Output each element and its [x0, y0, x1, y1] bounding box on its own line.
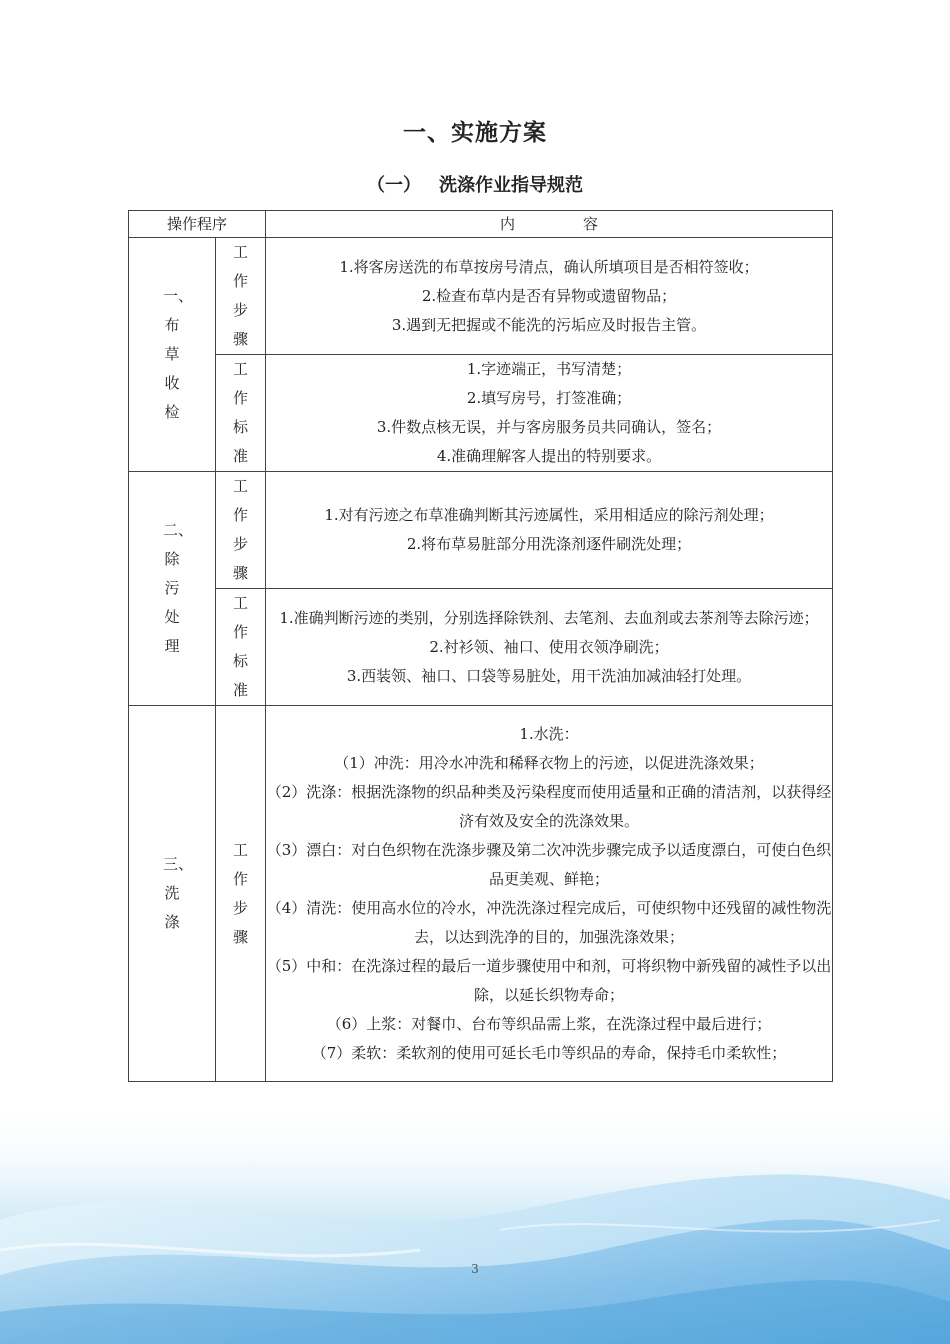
- kind-cell: 工作步骤: [216, 706, 266, 1082]
- procedure-cell: [129, 706, 216, 1082]
- decorative-wave-background: [0, 1100, 950, 1344]
- section-label: 洗涤作业指导规范: [439, 175, 583, 196]
- procedure-label: 一、布草收检: [163, 287, 194, 421]
- kind-cell: 工作标准: [216, 589, 266, 706]
- kind-cell: 工作步骤: [216, 472, 266, 589]
- procedure-label: 二、除污处理: [163, 521, 194, 655]
- table-row: [129, 238, 833, 355]
- table-row: [129, 589, 833, 706]
- wave-graphic: [0, 1100, 950, 1344]
- kind-cell: 工作步骤: [216, 238, 266, 355]
- content-cell: 1.准确判断污迹的类别，分别选择除铁剂、去笔剂、去血剂或去茶剂等去除污迹； 2.衬衫领、袖口、使用衣领净刷洗； 3.西装领、袖口、口袋等易脏处，用干洗油加减油轻打处理。: [266, 589, 833, 706]
- kind-cell: 工作标准: [216, 355, 266, 472]
- procedure-cell: [129, 472, 216, 706]
- table-row: [129, 355, 833, 472]
- procedure-label: 三、洗涤: [163, 855, 194, 931]
- table-row: [129, 706, 833, 1082]
- table-row: [129, 472, 833, 589]
- content-cell: 1.水洗： （1）冲洗：用冷水冲洗和稀释衣物上的污迹，以促进洗涤效果； （2）洗涤：根据洗涤物的织品种类及污染程度而使用适量和正确的清洁剂，以获得经济有效及安全的洗涤效果。 （3）漂白：对白色织物在洗涤步骤及第二次冲洗步骤完成予以适度漂白，可使白色织品更美观、鲜艳； （4）清洗：使用高水位的冷水，冲洗洗涤过程完成后，可使织物中还残留的减性物洗去，以达到洗净的目的，加强洗涤效果； （5）中和：在洗涤过程的最后一道步骤使用中和剂，可将织物中新残留的减性予以出除，以延长织物寿命； （6）上浆：对餐巾、台布等织品需上浆，在洗涤过程中最后进行； （7）柔软：柔软剂的使用可延长毛巾等织品的寿命，保持毛巾柔软性；: [266, 706, 833, 1082]
- section-title: [0, 171, 950, 197]
- content-cell: 1.字迹端正，书写清楚； 2.填写房号，打签准确； 3.件数点核无误，并与客房服务员共同确认，签名； 4.准确理解客人提出的特别要求。: [266, 355, 833, 472]
- content-cell: 1.将客房送洗的布草按房号清点，确认所填项目是否相符签收； 2.检查布草内是否有异物或遗留物品； 3.遇到无把握或不能洗的污垢应及时报告主管。: [266, 238, 833, 355]
- header-content: 内 容: [266, 211, 833, 238]
- page-title: 一、实施方案: [403, 120, 547, 146]
- section-number: （一）: [367, 175, 421, 196]
- header-procedure: 操作程序: [129, 211, 266, 238]
- page-number: 3: [471, 1262, 479, 1276]
- header-row: [129, 211, 833, 238]
- procedure-cell: [129, 238, 216, 472]
- spec-table: [128, 210, 833, 1082]
- content-cell: 1.对有污迹之布草准确判断其污迹属性，采用相适应的除污剂处理； 2.将布草易脏部分用洗涤剂逐件刷洗处理；: [266, 472, 833, 589]
